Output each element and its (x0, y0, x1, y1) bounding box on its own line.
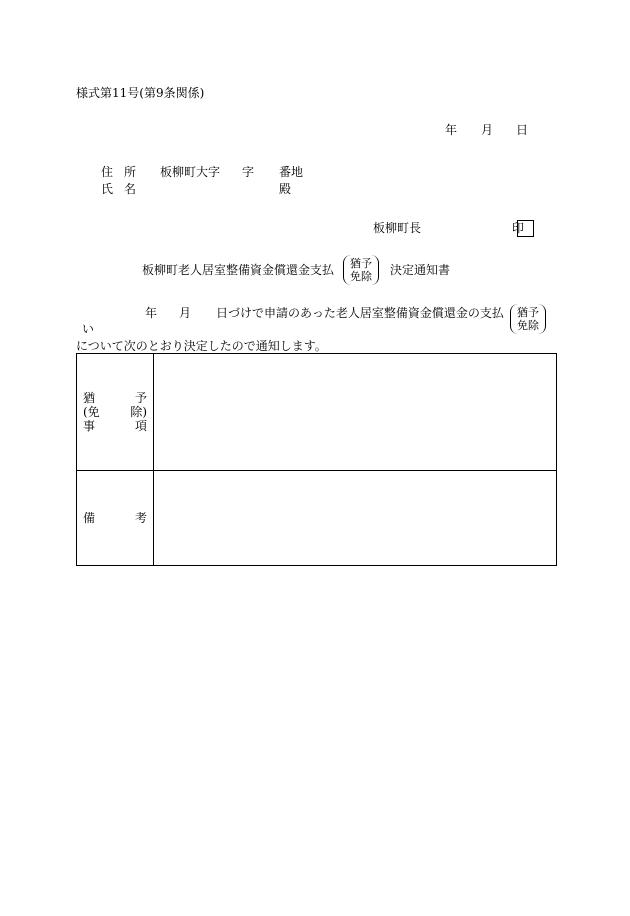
address-label-2: 所 (124, 165, 137, 179)
label-line (77, 511, 153, 525)
doc-title-bracket-top: 猶予 (350, 257, 372, 270)
body-wrap-char: い (82, 322, 95, 336)
name-label-2: 名 (124, 182, 137, 196)
remarks-content-cell[interactable] (154, 471, 557, 566)
label-char: 予 (134, 391, 147, 405)
label-char: 考 (134, 511, 147, 525)
address-aza: 字 (242, 165, 255, 179)
address-value: 板柳町大字 (160, 165, 221, 179)
seal-mark: 印 (512, 221, 525, 235)
table-row (77, 471, 557, 566)
date-year: 年 (445, 123, 458, 137)
body-line2: について次のとおり決定したので通知します。 (76, 339, 327, 353)
issuer-title: 板柳町長 (373, 221, 422, 235)
label-char: 項 (134, 419, 147, 433)
body-year: 年 (145, 306, 158, 320)
name-label-1: 氏 (101, 182, 114, 196)
body-bracket-bottom: 免除 (517, 319, 539, 332)
body-line1: 日づけで申請のあった老人居室整備資金償還金の支払 (216, 306, 504, 320)
label-line (77, 405, 153, 419)
label-char: 猶 (83, 391, 96, 405)
label-char: 事 (83, 419, 96, 433)
doc-title-bracket (343, 255, 379, 285)
decision-table (76, 353, 557, 566)
address-label-1: 住 (101, 165, 114, 179)
address-banchi: 番地 (279, 165, 304, 179)
date-month: 月 (481, 123, 494, 137)
seal-box (517, 220, 534, 237)
label-line (77, 391, 153, 405)
label-char: (免 (83, 405, 100, 419)
doc-title-prefix: 板柳町老人居室整備資金償還金支払 (142, 263, 335, 277)
deferral-label-cell (77, 354, 154, 471)
body-bracket-top: 猶予 (517, 306, 539, 319)
body-bracket (510, 304, 546, 334)
date-day: 日 (516, 123, 529, 137)
honorific: 殿 (279, 182, 292, 196)
label-char: 除) (130, 405, 147, 419)
label-char: 備 (83, 511, 96, 525)
doc-title-suffix: 決定通知書 (390, 263, 451, 277)
form-number: 様式第11号(第9条関係) (76, 86, 205, 100)
remarks-label-cell (77, 471, 154, 566)
table-row (77, 354, 557, 471)
body-month: 月 (179, 306, 192, 320)
doc-title-bracket-bottom: 免除 (350, 270, 372, 283)
deferral-content-cell[interactable] (154, 354, 557, 471)
label-line (77, 419, 153, 433)
